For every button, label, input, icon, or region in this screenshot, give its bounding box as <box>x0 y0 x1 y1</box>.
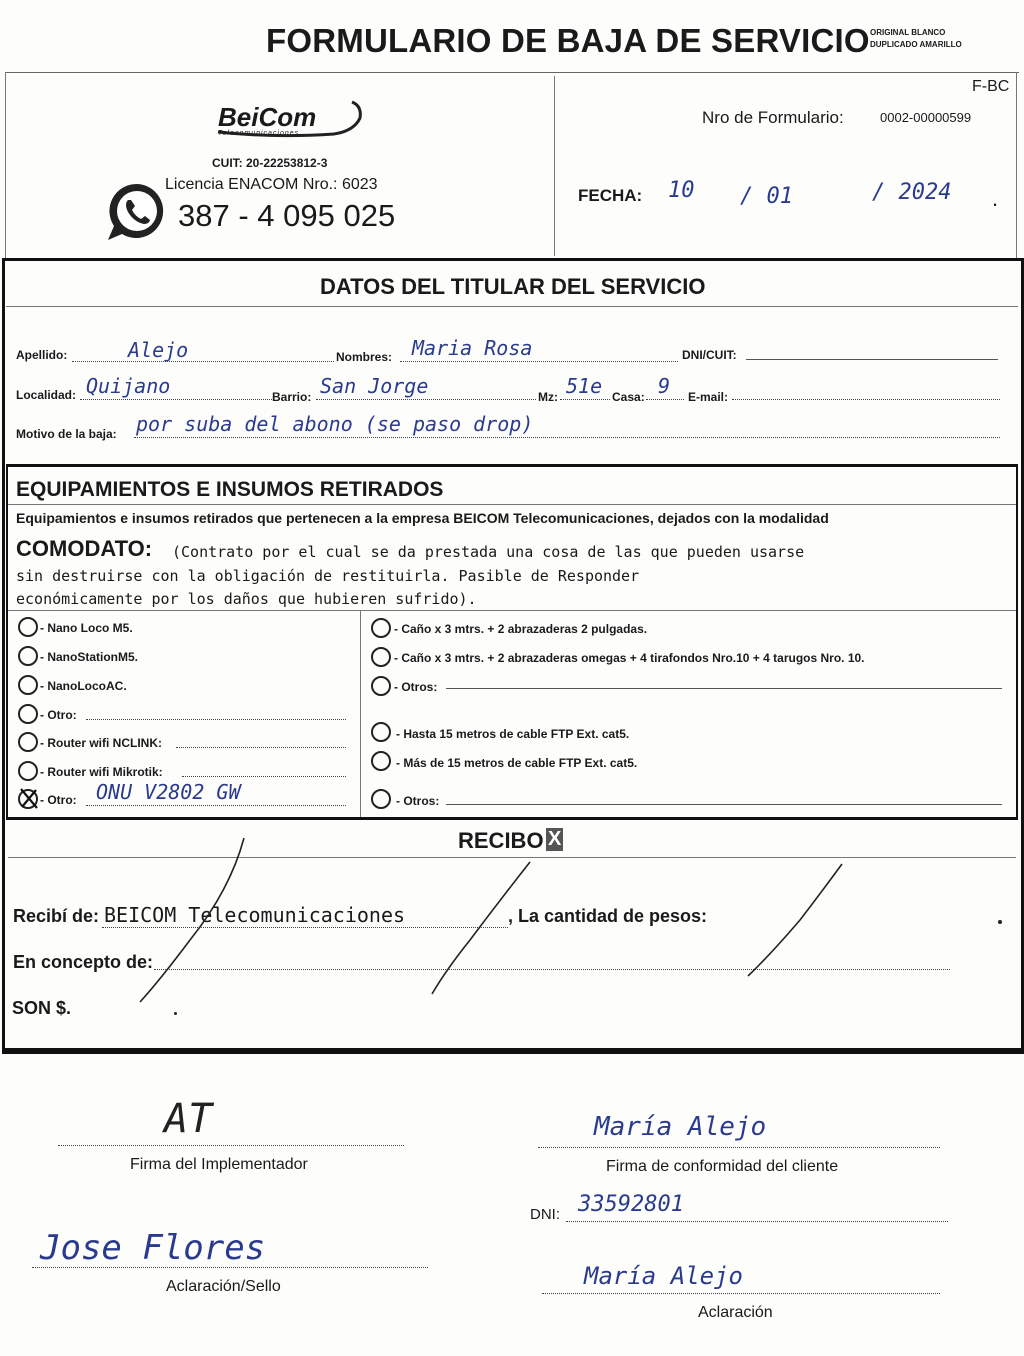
header-top-rule <box>5 72 1019 73</box>
option-otros-2-field[interactable] <box>446 791 1002 805</box>
checkmark-x-icon <box>18 786 40 810</box>
option-cano-2-pulgadas-label: - Caño x 3 mtrs. + 2 abrazaderas 2 pulgadas. <box>394 622 648 636</box>
recibi-label: Recibí de: <box>13 906 100 926</box>
localidad-value: Quijano <box>86 374 171 398</box>
option-nanoloco-ac-label: - NanoLocoAC. <box>40 679 127 693</box>
cliente-signature: María Alejo <box>594 1112 767 1142</box>
comodato-rule <box>8 610 1016 611</box>
option-otro-2-label: - Otro: <box>40 793 77 807</box>
email-label: E-mail: <box>688 390 729 404</box>
option-cano-2-pulgadas-radio[interactable] <box>371 618 391 638</box>
page-title: FORMULARIO DE BAJA DE SERVICIO <box>266 22 870 59</box>
concepto-label: En concepto de: <box>13 952 154 972</box>
date-month: / 01 <box>740 184 793 209</box>
option-nano-loco-m5-label: - Nano Loco M5. <box>40 621 133 635</box>
option-nanostation-m5-label: - NanoStationM5. <box>40 650 138 664</box>
company-phone: 387 - 4 095 025 <box>178 198 396 233</box>
option-otros-1-field[interactable] <box>446 675 1002 689</box>
whatsapp-icon <box>104 180 168 244</box>
option-router-mikrotik-radio[interactable] <box>18 761 38 781</box>
titular-title-rule <box>6 306 1018 307</box>
apellido-value: Alejo <box>128 338 189 362</box>
option-router-mikrotik-field[interactable] <box>182 763 346 777</box>
date-tail: . <box>992 186 999 211</box>
company-logo <box>214 98 364 144</box>
copy-note-duplicate: DUPLICADO AMARILLO <box>870 40 962 49</box>
comodato-text-3: económicamente por los daños que hubieren sufrido). <box>16 590 477 608</box>
aclaracion-label: Aclaración <box>698 1304 773 1321</box>
logo-text: BeiCom <box>218 102 317 132</box>
option-otros-2-label: - Otros: <box>396 794 440 808</box>
motivo-value: por suba del abono (se paso drop) <box>136 412 534 436</box>
copy-note-original: ORIGINAL BLANCO <box>870 28 946 37</box>
option-router-mikrotik-label: - Router wifi Mikrotik: <box>40 765 163 779</box>
barrio-value: San Jorge <box>320 374 429 398</box>
option-router-nclink-label: - Router wifi NCLINK: <box>40 736 162 750</box>
apellido-label: Apellido: <box>16 348 68 362</box>
option-router-nclink-radio[interactable] <box>18 732 38 752</box>
date-day: 10 <box>668 178 695 203</box>
option-otro-2-value: ONU V2802 GW <box>96 780 241 804</box>
option-otro-1-field[interactable] <box>86 706 346 720</box>
option-cano-omegas-radio[interactable] <box>371 647 391 667</box>
header-box-right-border <box>1016 72 1017 258</box>
comodato-text-1: (Contrato por el cual se da prestada una cosa de las que pueden usarse <box>172 543 805 561</box>
equipment-section-title: EQUIPAMIENTOS E INSUMOS RETIRADOS <box>16 478 444 501</box>
logo-subtext: Telecomunicaciones <box>218 130 300 137</box>
dni-cuit-label: DNI/CUIT: <box>682 348 737 362</box>
titular-section-title: DATOS DEL TITULAR DEL SERVICIO <box>320 274 706 299</box>
date-year: / 2024 <box>872 180 952 205</box>
option-cable-hasta-15-radio[interactable] <box>371 722 391 742</box>
receipt-title: RECIBO <box>458 828 544 853</box>
mz-value: 51e <box>566 374 603 398</box>
cantidad-label: , La cantidad de pesos: <box>508 906 708 926</box>
casa-value: 9 <box>658 374 671 398</box>
header-divider <box>554 76 555 256</box>
localidad-label: Localidad: <box>16 388 77 402</box>
implementador-label: Firma del Implementador <box>130 1156 308 1173</box>
cliente-label: Firma de conformidad del cliente <box>606 1158 839 1175</box>
comodato-text-2: sin destruirse con la obligación de restituirla. Pasible de Responder <box>16 567 640 585</box>
option-otro-1-radio[interactable] <box>18 704 38 724</box>
header-box-left-border <box>5 72 6 258</box>
option-otros-1-label: - Otros: <box>394 680 438 694</box>
option-otros-1-radio[interactable] <box>371 676 391 696</box>
option-otros-2-radio[interactable] <box>371 789 391 809</box>
form-number: 0002-00000599 <box>880 110 972 125</box>
implementador-signature: AT <box>164 1096 213 1142</box>
option-cable-hasta-15-label: - Hasta 15 metros de cable FTP Ext. cat5. <box>396 727 630 741</box>
company-license: Licencia ENACOM Nro.: 6023 <box>165 176 378 193</box>
apellido-field[interactable] <box>72 348 334 362</box>
cancel-strokes <box>0 830 1024 1030</box>
form-number-label: Nro de Formulario: <box>702 108 844 127</box>
option-nanoloco-ac-radio[interactable] <box>18 675 38 695</box>
mz-label: Mz: <box>538 390 558 404</box>
aclaracion-signature: María Alejo <box>584 1262 743 1290</box>
casa-label: Casa: <box>612 390 645 404</box>
option-router-nclink-field[interactable] <box>176 734 346 748</box>
option-cable-mas-15-radio[interactable] <box>371 751 391 771</box>
form-code: F-BC <box>972 78 1010 95</box>
implementador-signature-line[interactable] <box>58 1132 404 1146</box>
option-cable-mas-15-label: - Más de 15 metros de cable FTP Ext. cat5. <box>396 756 638 770</box>
dni-label: DNI: <box>530 1206 560 1223</box>
recibi-value: BEICOM Telecomunicaciones <box>104 903 406 927</box>
dni-value: 33592801 <box>578 1192 684 1217</box>
aclaracion-sello-signature: Jose Flores <box>40 1228 266 1268</box>
email-field[interactable] <box>732 386 1000 400</box>
nombres-label: Nombres: <box>336 350 393 364</box>
equipment-intro: Equipamientos e insumos retirados que pertenecen a la empresa BEICOM Telecomunicaciones, dejados con la modalidad <box>16 510 829 526</box>
aclaracion-sello-label: Aclaración/Sello <box>166 1278 281 1295</box>
dni-cuit-field[interactable] <box>746 346 998 360</box>
equipment-title-rule <box>8 504 1016 505</box>
equipment-column-divider <box>360 611 361 817</box>
option-nano-loco-m5-radio[interactable] <box>18 617 38 637</box>
date-label: FECHA: <box>578 186 643 205</box>
option-cano-omegas-label: - Caño x 3 mtrs. + 2 abrazaderas omegas + 4 tirafondos Nro.10 + 4 tarugos Nro. 10. <box>394 651 865 665</box>
option-otro-1-label: - Otro: <box>40 708 77 722</box>
barrio-label: Barrio: <box>272 390 312 404</box>
option-nanostation-m5-radio[interactable] <box>18 646 38 666</box>
receipt-title-mark: X <box>548 828 562 850</box>
motivo-label: Motivo de la baja: <box>16 427 117 441</box>
company-cuit: CUIT: 20-22253812-3 <box>212 156 328 170</box>
comodato-label: COMODATO: <box>16 536 153 561</box>
nombres-value: Maria Rosa <box>412 336 533 360</box>
son-label: SON $. <box>12 998 72 1018</box>
